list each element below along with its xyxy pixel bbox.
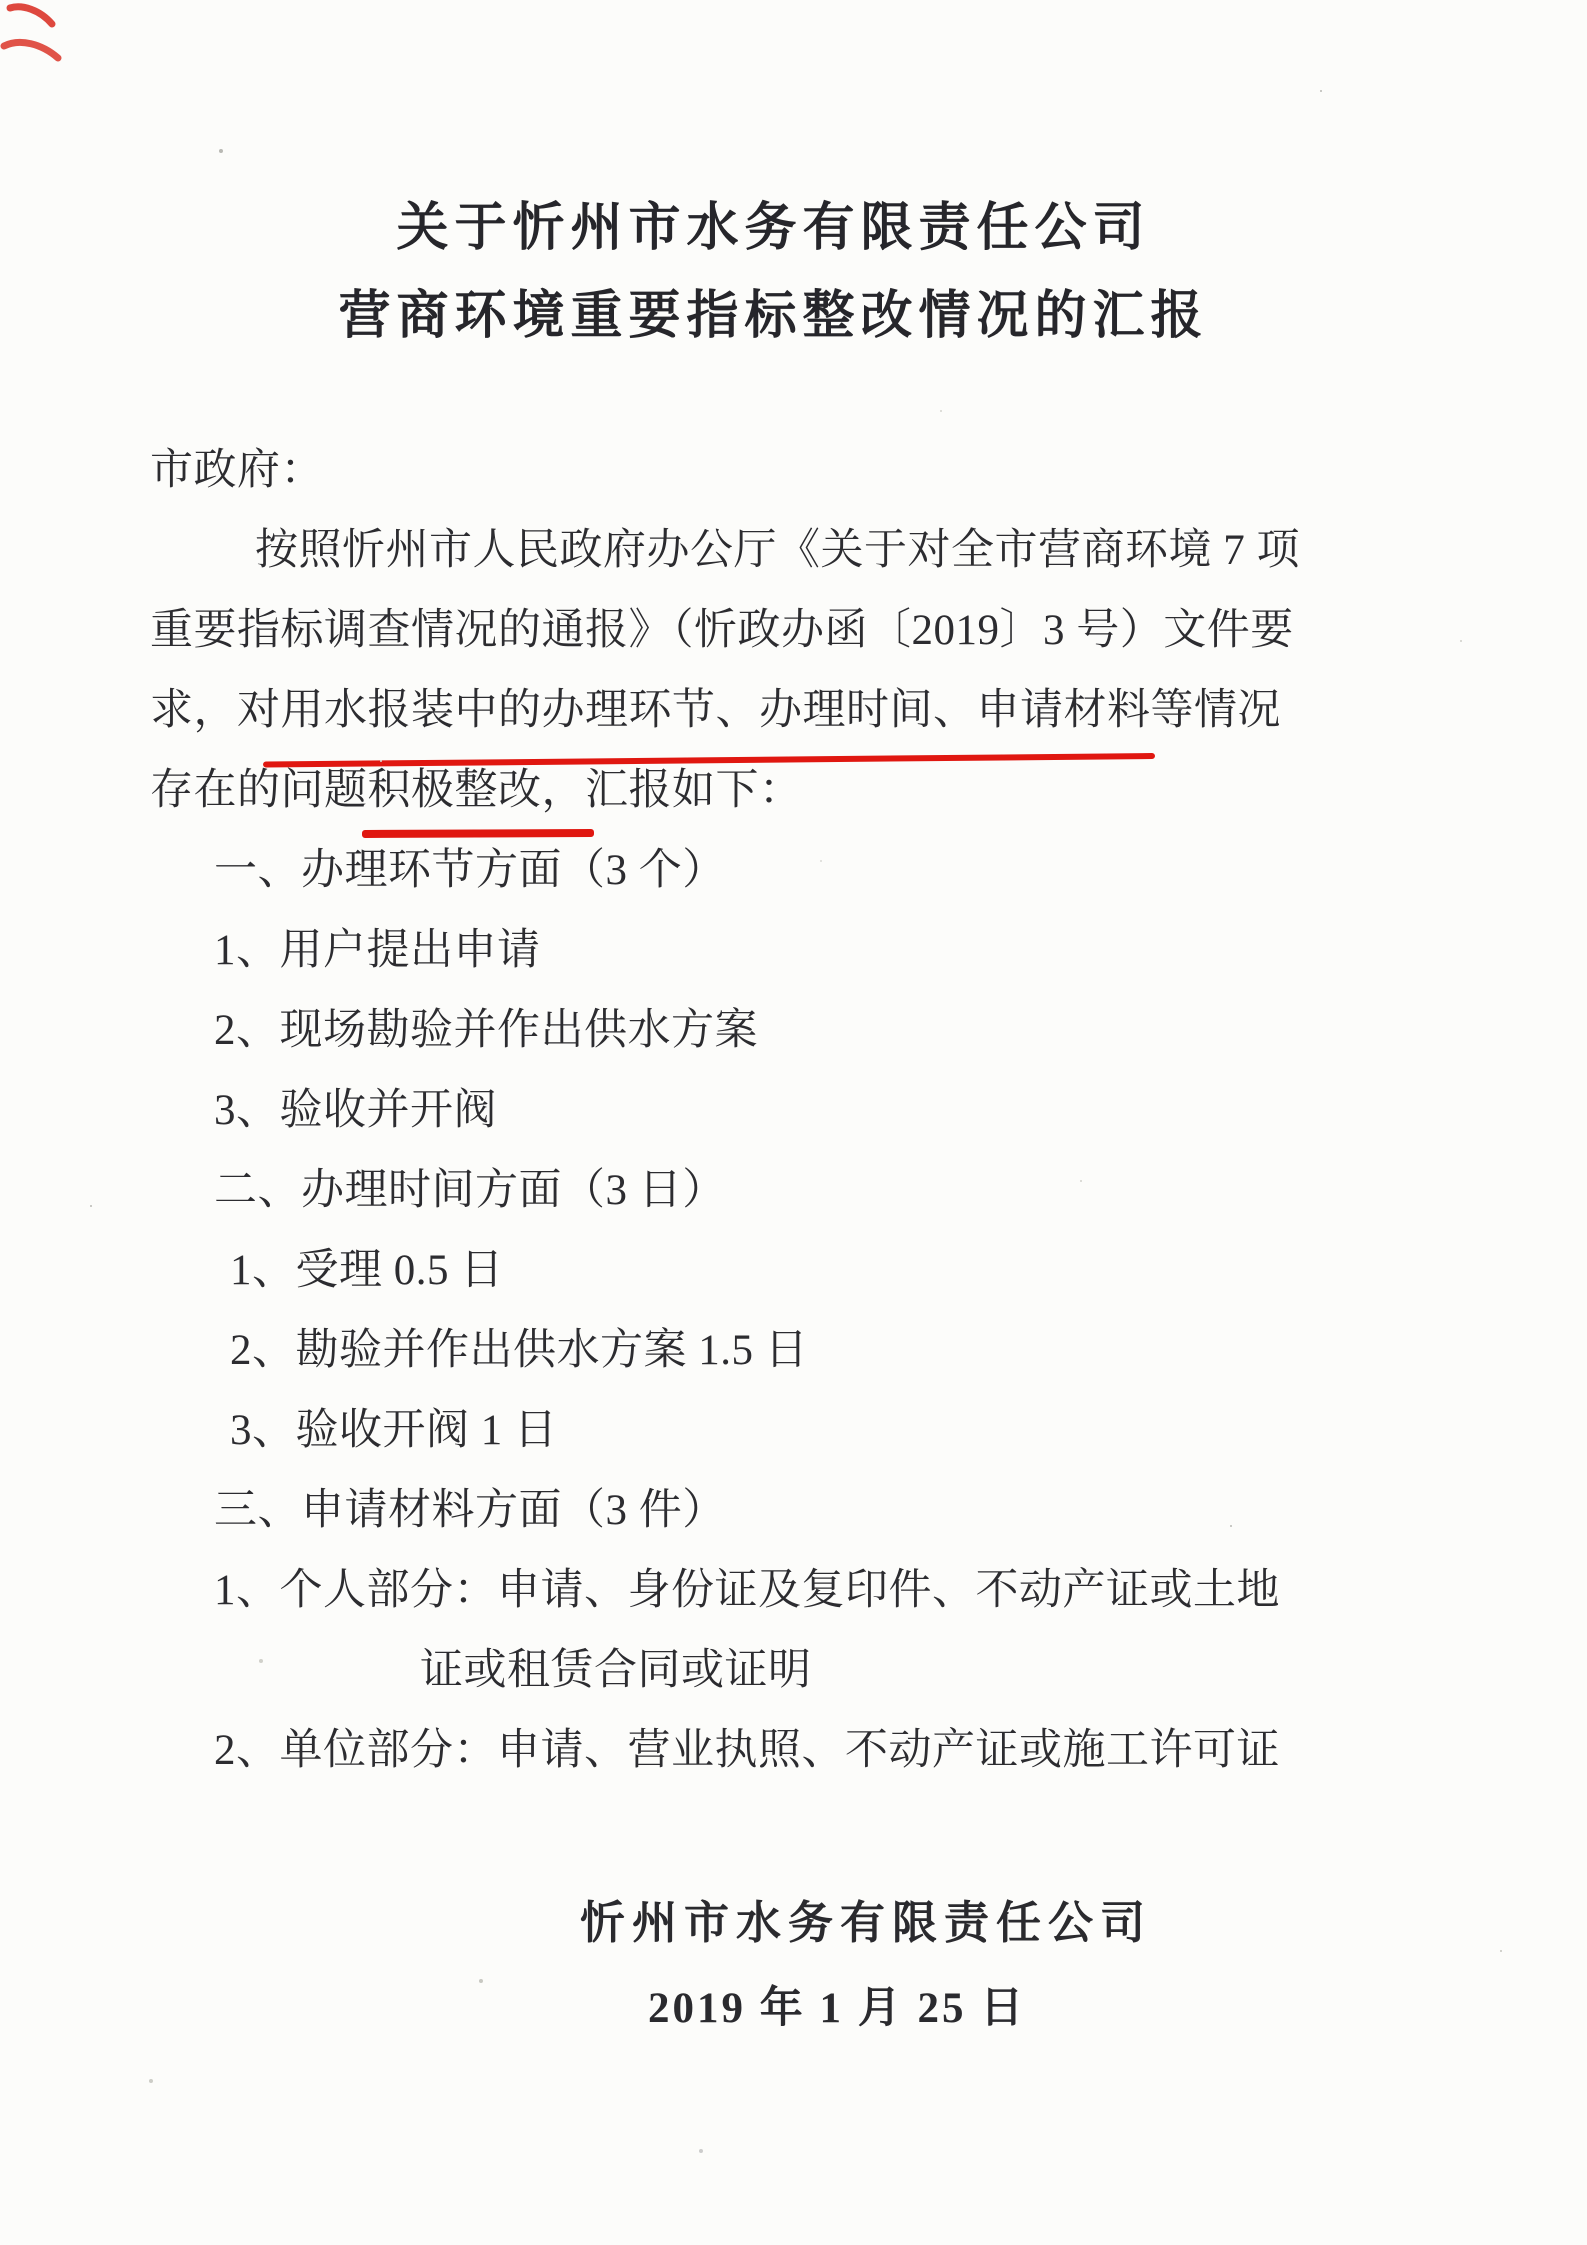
- list-item: 1、用户提出申请: [214, 927, 541, 974]
- document-title: [0, 0, 1587, 361]
- red-underlined-text: 积极整改，: [368, 751, 586, 831]
- title-line-2: 营商环境重要指标整改情况的汇报: [338, 288, 1209, 345]
- salutation: 市政府：: [150, 447, 324, 494]
- section-heading: 三、申请材料方面（3 件）: [214, 1487, 726, 1534]
- list-item-continuation: 证或租赁合同或证明: [420, 1647, 812, 1694]
- list-item: 2、现场勘验并作出供水方案: [214, 1007, 758, 1054]
- paragraph-text: 等情况: [1150, 687, 1281, 734]
- list-item: 1、个人部分：申请、身份证及复印件、不动产证或土地: [214, 1567, 1280, 1614]
- paragraph-text: 汇报如下：: [585, 767, 803, 814]
- list-item: 2、勘验并作出供水方案 1.5 日: [230, 1327, 809, 1374]
- list-item: 3、验收开阀 1 日: [230, 1407, 558, 1454]
- red-underlined-text: 用水报装中的办理环节、办理时间、申请材料: [281, 671, 1151, 751]
- paragraph-line: [150, 671, 1310, 751]
- signature-date: 2019 年 1 月 25 日: [648, 1985, 1027, 2032]
- paragraph-line: 重要指标调查情况的通报》（忻政办函〔2019〕3 号）文件要: [150, 607, 1294, 654]
- red-pen-scan-artifact: [0, 0, 90, 90]
- section-heading: 一、办理环节方面（3 个）: [214, 847, 726, 894]
- list-item: 3、验收并开阀: [214, 1087, 497, 1134]
- document-body: [0, 431, 1310, 1791]
- signature-company: 忻州市水务有限责任公司: [580, 1898, 1153, 1948]
- paragraph-text: 存在的问题: [150, 767, 368, 814]
- paragraph-text: 求，对: [150, 687, 281, 734]
- paragraph-line: 按照忻州市人民政府办公厅《关于对全市营商环境 7 项: [255, 527, 1300, 574]
- list-item: 1、受理 0.5 日: [230, 1247, 504, 1294]
- title-line-1: 关于忻州市水务有限责任公司: [396, 200, 1151, 257]
- list-item: 2、单位部分：申请、营业执照、不动产证或施工许可证: [214, 1727, 1280, 1774]
- section-heading: 二、办理时间方面（3 日）: [214, 1167, 726, 1214]
